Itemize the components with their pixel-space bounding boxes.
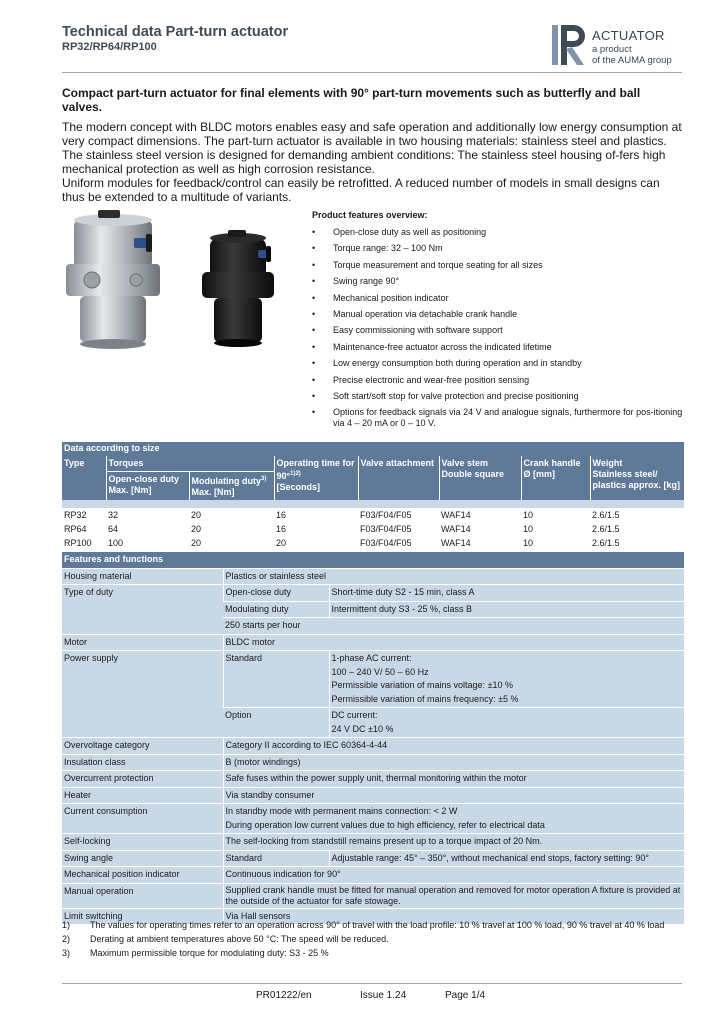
col-valve-stem: Valve stem Double square [439, 456, 521, 500]
list-item: • Easy commissioning with software support [312, 325, 684, 336]
intro-text [62, 120, 684, 204]
row-sublabel: Standard [223, 850, 329, 867]
footer-issue: Issue 1.24 [360, 990, 407, 1001]
cell-open-close: 100 [106, 536, 189, 550]
row-value: B (motor windings) [223, 754, 684, 771]
list-item: • Maintenance-free actuator across the indicated lifetime [312, 342, 684, 353]
features-list [312, 227, 684, 429]
row-label: Motor [62, 634, 223, 651]
list-item: • Open-close duty as well as positioning [312, 227, 684, 238]
row-sublabel: Modulating duty [223, 601, 329, 618]
list-item: • Soft start/soft stop for valve protection and precise positioning [312, 391, 684, 402]
cell-weight: 2.6/1.5 [590, 522, 684, 536]
cell-time: 16 [274, 522, 358, 536]
cell-type: RP32 [62, 508, 106, 522]
list-item: • Low energy consumption both during operation and in standby [312, 358, 684, 369]
cell-open-close: 32 [106, 508, 189, 522]
row-value: Intermittent duty S3 - 25 %, class B [329, 601, 684, 618]
logo-name: ACTUATOR [592, 28, 665, 43]
footer-page: Page 1/4 [445, 990, 486, 1001]
list-item: • Precise electronic and wear-free position sensing [312, 375, 684, 386]
row-label: Overcurrent protection [62, 771, 223, 788]
row-sublabel: Standard [223, 651, 329, 708]
table-row [62, 738, 684, 755]
row-value: DC current: 24 V DC ±10 % [329, 708, 684, 738]
row-label: Overvoltage category [62, 738, 223, 755]
intro-paragraph-1: The modern concept with BLDC motors enables easy and safe operation and additionally low energy consumption at very compact dimensions. The part-turn actuator is available in two housing materials: stainless steel and plastics. The stainless steel version is designed for demanding ambient conditions: The stainless steel housing of-fers high mechanical protection as well as high corrosion resistance. [62, 120, 682, 176]
table-row [62, 771, 684, 788]
cell-modulating: 20 [189, 536, 274, 550]
table-row [62, 867, 684, 884]
features-table-title: Features and functions [62, 552, 684, 569]
row-value: Safe fuses within the power supply unit, thermal monitoring within the motor [223, 771, 684, 788]
table-row [62, 754, 684, 771]
row-value: Adjustable range: 45° – 350°, without mechanical end stops, factory setting: 90° [329, 850, 684, 867]
row-value: Supplied crank handle must be fitted for manual operation and removed for motor operation A fixture is provided at the outside of the actuator for safe stowage. [223, 883, 684, 908]
row-value: 1-phase AC current: 100 – 240 V/ 50 – 60 Hz Permissible variation of mains voltage: ±10 % Permissible variation of mains frequency: ±5 % [329, 651, 684, 708]
table-row [62, 651, 684, 708]
row-label: Swing angle [62, 850, 223, 867]
footnote: 3) Maximum permissible torque for modulating duty: S3 - 25 % [62, 948, 329, 958]
table-row [62, 522, 684, 536]
row-label: Self-locking [62, 834, 223, 851]
col-valve-attachment: Valve attachment [358, 456, 439, 500]
col-torques: Torques [106, 456, 274, 472]
footnote: 2) Derating at ambient temperatures above 50 °C: The speed will be reduced. [62, 934, 389, 944]
table-row [62, 536, 684, 550]
col-operating-time: Operating time for 90°$^{1)2)}$ [Seconds] [274, 456, 358, 500]
logo-tagline-1: a product [592, 44, 632, 55]
features-heading: Product features overview: [312, 210, 428, 220]
row-value: Short-time duty S2 - 15 min, class A [329, 585, 684, 602]
header-divider [62, 72, 682, 73]
list-item: • Mechanical position indicator [312, 293, 684, 304]
row-label: Housing material [62, 568, 223, 585]
table-row [62, 850, 684, 867]
col-crank-handle: Crank handle Ø [mm] [521, 456, 590, 500]
cell-type: RP100 [62, 536, 106, 550]
list-item: • Torque measurement and torque seating for all sizes [312, 260, 684, 271]
table-row [62, 634, 684, 651]
cell-time: 20 [274, 536, 358, 550]
row-value: Category II according to IEC 60364-4-44 [223, 738, 684, 755]
cell-stem: WAF14 [439, 522, 521, 536]
cell-attachment: F03/F04/F05 [358, 508, 439, 522]
col-modulating: Modulating duty$^{3)}$ Max. [Nm] [189, 472, 274, 501]
table-row [62, 508, 684, 522]
table-row [62, 883, 684, 908]
list-item: • Options for feedback signals via 24 V and analogue signals, furthermore for pos-itioning via 4 – 20 mA or 0 – 10 V. [312, 407, 684, 429]
cell-attachment: F03/F04/F05 [358, 536, 439, 550]
features-functions-table [62, 551, 684, 924]
list-item: • Swing range 90° [312, 276, 684, 287]
col-open-close: Open-close duty Max. [Nm] [106, 472, 189, 501]
cell-time: 16 [274, 508, 358, 522]
cell-open-close: 64 [106, 522, 189, 536]
list-item: • Torque range: 32 – 100 Nm [312, 243, 684, 254]
cell-modulating: 20 [189, 522, 274, 536]
row-label: Power supply [62, 651, 223, 738]
intro-paragraph-2: Uniform modules for feedback/control can easily be retrofitted. A reduced number of models in small designs can thus be extended to a multitude of variants. [62, 176, 660, 204]
cell-type: RP64 [62, 522, 106, 536]
cell-crank: 10 [521, 536, 590, 550]
list-item: • Manual operation via detachable crank handle [312, 309, 684, 320]
row-value: Via Hall sensors [223, 908, 684, 924]
row-sublabel: Option [223, 708, 329, 738]
footer-doc-number: PR01222/en [256, 990, 312, 1001]
footer-divider [62, 983, 682, 984]
row-value: The self-locking from standstill remains present up to a torque impact of 20 Nm. [223, 834, 684, 851]
row-value: Continuous indication for 90° [223, 867, 684, 884]
row-value: Via standby consumer [223, 787, 684, 804]
cell-modulating: 20 [189, 508, 274, 522]
table-row [62, 568, 684, 585]
page-subtitle: RP32/RP64/RP100 [62, 41, 157, 53]
row-value: BLDC motor [223, 634, 684, 651]
size-table-title: Data according to size [62, 442, 684, 456]
table-row [62, 787, 684, 804]
row-label: Mechanical position indicator [62, 867, 223, 884]
company-logo [550, 22, 700, 68]
cell-stem: WAF14 [439, 536, 521, 550]
row-label: Current consumption [62, 804, 223, 834]
logo-mark-icon [550, 22, 588, 66]
logo-tagline-2: of the AUMA group [592, 55, 672, 66]
page-title: Technical data Part-turn actuator [62, 24, 289, 40]
table-row [62, 804, 684, 834]
row-label: Heater [62, 787, 223, 804]
size-data-table [62, 442, 684, 550]
row-value: 250 starts per hour [223, 618, 684, 635]
row-label: Type of duty [62, 585, 223, 635]
cell-weight: 2.6/1.5 [590, 508, 684, 522]
row-label: Limit switching [62, 908, 223, 924]
cell-attachment: F03/F04/F05 [358, 522, 439, 536]
table-row [62, 834, 684, 851]
row-label: Insulation class [62, 754, 223, 771]
cell-crank: 10 [521, 508, 590, 522]
row-value: Plastics or stainless steel [223, 568, 684, 585]
row-value: In standby mode with permanent mains connection: < 2 W During operation low current values due to high efficiency, refer to electrical data [223, 804, 684, 834]
footnotes [62, 920, 684, 962]
cell-stem: WAF14 [439, 508, 521, 522]
cell-crank: 10 [521, 522, 590, 536]
product-features [312, 210, 684, 435]
cell-weight: 2.6/1.5 [590, 536, 684, 550]
product-photo [62, 210, 298, 370]
row-label: Manual operation [62, 883, 223, 908]
col-type: Type [62, 456, 106, 500]
col-weight: Weight Stainless steel/ plastics approx. [kg] [590, 456, 684, 500]
table-row [62, 585, 684, 602]
row-sublabel: Open-close duty [223, 585, 329, 602]
footnote: 1) The values for operating times refer to an operation across 90° of travel with the load profile: 10 % travel at 100 % load, 90 % travel at 40 % load [62, 920, 665, 930]
headline: Compact part-turn actuator for final elements with 90° part-turn movements such as butterfly and ball valves. [62, 86, 641, 114]
